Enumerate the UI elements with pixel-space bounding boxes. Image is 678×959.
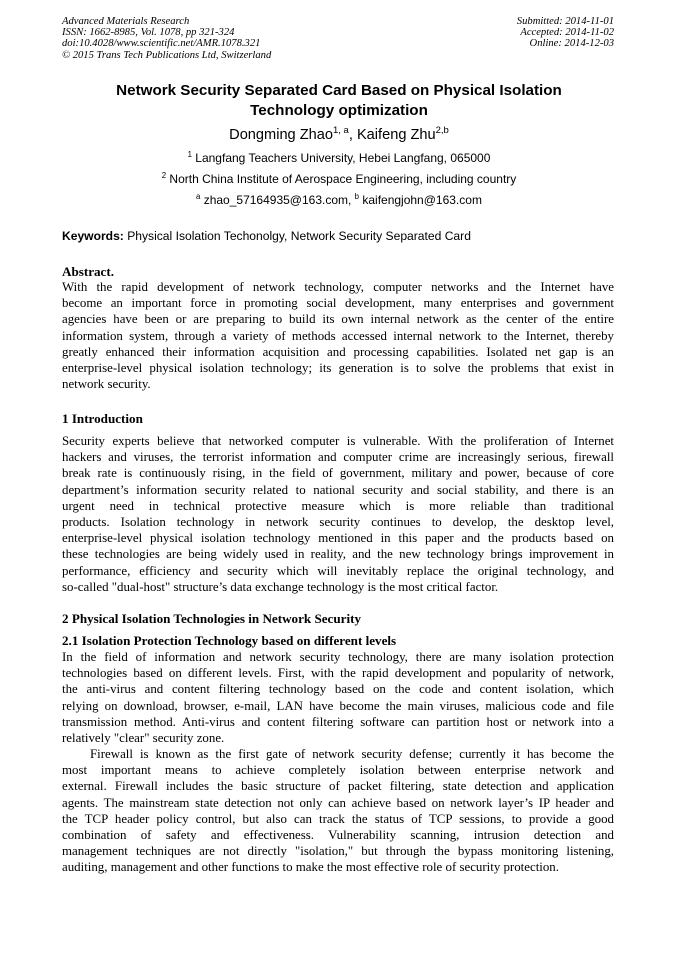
text-line: the anti-virus and content filtering technology based on the code and content isolation, which — [62, 682, 614, 697]
text-line: external. Firewall includes the basic structure of packet filtering, state detection and application — [62, 779, 614, 794]
submitted-date: Submitted: 2014-11-01 — [516, 16, 614, 27]
subsection-heading-2-1: 2.1 Isolation Protection Technology based on different levels — [62, 633, 397, 648]
text-line: the TCP header policy control, but also can track the status of TCP sessions, to provide a good — [62, 811, 614, 826]
text-line: enterprise-level physical isolation technology; its generation is to solve the problems that exist in — [62, 360, 614, 375]
section-heading-introduction: 1 Introduction — [62, 411, 143, 426]
text-line: break rate is continuously rising, in the field of government, military and power, because of core — [62, 466, 614, 481]
author-separator: , — [348, 127, 357, 143]
issn-volume: ISSN: 1662-8985, Vol. 1078, pp 321-324 — [62, 27, 235, 39]
affiliation-1 — [0, 151, 678, 165]
text-line: combination of safety and effectiveness. Vulnerability scanning, intrusion detection and — [62, 827, 614, 842]
affiliation-text: Langfang Teachers University, Hebei Langfang, 065000 — [191, 151, 491, 165]
abstract-body — [62, 279, 614, 392]
accepted-date: Accepted: 2014-11-02 — [520, 27, 614, 39]
author-list — [0, 126, 678, 144]
text-line: most important means to achieve completely isolation between enterprise network and — [62, 763, 614, 778]
text-line: relying on download, browser, e-mail, LAN have become the main viruses, malicious code and file — [62, 698, 614, 713]
email-address: kaifengjohn@163.com — [359, 193, 482, 207]
text-line: greatly enhanced their information acquisition and processing capabilities. Isolated net gap is an — [62, 344, 614, 359]
introduction-body — [62, 433, 614, 595]
journal-name: Advanced Materials Research — [62, 16, 190, 27]
paper-title — [0, 81, 678, 121]
author-superscript: 2,b — [435, 125, 449, 137]
publication-dates — [517, 16, 614, 50]
online-date: Online: 2014-12-03 — [529, 38, 614, 50]
affiliation-marker: 2 — [161, 171, 167, 180]
affiliation-text: North China Institute of Aerospace Engineering, including country — [166, 172, 517, 186]
author-superscript: 1, a — [333, 125, 349, 137]
text-line: network security. — [62, 377, 151, 392]
text-line: auditing, management and other functions to make the most effective role of security protection. — [62, 860, 559, 875]
text-line: so-called "dual-host" structure’s data exchange technology is the most critical factor. — [62, 579, 499, 594]
title-line-1: Network Security Separated Card Based on Physical Isolation — [116, 82, 562, 99]
doi: doi:10.4028/www.scientific.net/AMR.1078.321 — [62, 38, 261, 50]
text-line: agents. The mainstream state detection not only can achieve based on network layer’s IP header and — [62, 795, 614, 810]
text-line: relatively "clear" security zone. — [62, 730, 225, 745]
text-line: agencies have been or are preparing to build its own internal network as the center of the entire — [62, 312, 614, 327]
section-heading-physical-isolation: 2 Physical Isolation Technologies in Network Security — [62, 611, 361, 626]
text-line: enterprise-level physical isolation technology mentioned in this paper and the products based on — [62, 531, 614, 546]
text-line: With the rapid development of network technology, computer networks and the Internet have — [62, 280, 614, 294]
author-name: Dongming Zhao — [229, 127, 333, 143]
text-line: Firewall is known as the first gate of network security defense; currently it has become the — [90, 747, 614, 761]
author-name: Kaifeng Zhu — [356, 127, 436, 143]
abstract-heading: Abstract. — [62, 264, 114, 279]
copyright: © 2015 Trans Tech Publications Ltd, Switzerland — [62, 49, 272, 61]
text-line: urgent need in technical protective measure which is more reliable than traditional — [62, 498, 614, 513]
text-line: these technologies are being widely used in reality, and the new technology brings improvement in — [62, 547, 614, 562]
subsection-2-1-para-2 — [62, 746, 614, 876]
text-line: transmission method. Anti-virus and content filtering software can partition host or network into a — [62, 714, 614, 729]
keywords — [62, 229, 471, 243]
subsection-2-1-para-1 — [62, 649, 614, 746]
text-line: information system, through a variety of methods accessed internal network to the Internet, thereby — [62, 328, 614, 343]
affiliation-2 — [0, 172, 678, 186]
author-emails — [0, 193, 678, 207]
email-marker: a — [196, 192, 201, 201]
affiliation-marker: 1 — [187, 150, 192, 159]
email-marker: b — [354, 192, 360, 201]
text-line: products. Isolation technology in network security continues to develop, the desktop level, — [62, 514, 614, 529]
text-line: technologies based on different levels. First, with the rapid development and popularity of network, — [62, 666, 614, 681]
keywords-label: Keywords: — [62, 229, 124, 243]
text-line: In the field of information and network security technology, there are many isolation protection — [62, 650, 614, 664]
text-line: department’s information security related to national security and social stability, and there is an — [62, 482, 614, 497]
keywords-text: Physical Isolation Techonolgy, Network Security Separated Card — [123, 229, 471, 243]
text-line: become an important force in promoting social development, many enterprises and government — [62, 296, 614, 311]
journal-info — [62, 16, 271, 61]
text-line: Security experts believe that networked computer is vulnerable. With the proliferation of Internet — [62, 434, 614, 448]
email-address: zhao_57164935@163.com, — [200, 193, 355, 207]
text-line: hackers and viruses, the terrorist information and computer crime are increasingly serious, firewall — [62, 450, 614, 465]
text-line: management techniques are not directly "isolation," but through the bypass monitoring listening, — [62, 844, 614, 859]
text-line: performance, efficiency and security which will inevitably replace the original technology, and — [62, 563, 614, 578]
title-line-2: Technology optimization — [250, 102, 428, 119]
